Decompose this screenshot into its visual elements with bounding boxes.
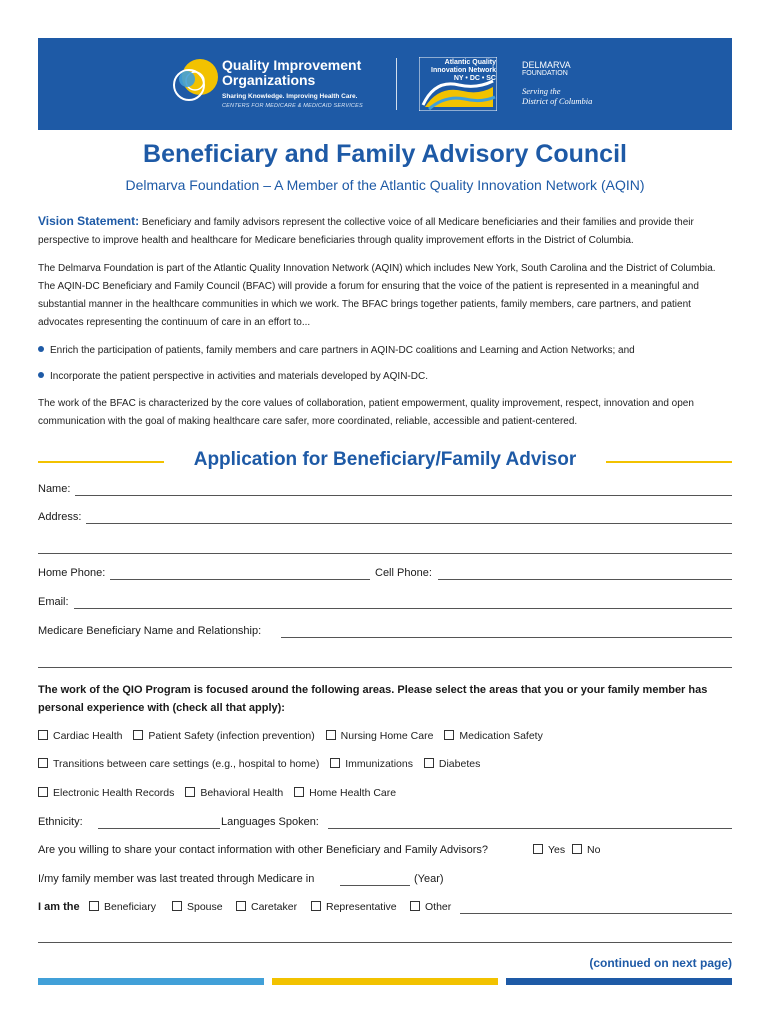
qio-title: Quality Improvement Organizations [222,57,362,88]
checkbox-option[interactable]: Diabetes [424,758,480,770]
address-label: Address: [38,511,82,523]
medicare-field[interactable] [281,637,732,638]
checkbox-option[interactable]: Nursing Home Care [326,730,434,742]
checkbox-icon[interactable] [444,730,454,740]
checkbox-option[interactable]: Behavioral Health [185,787,283,799]
i-am-row [38,901,732,917]
qio-logo-icon [172,55,222,105]
last-treated-row [38,873,732,889]
checkbox-option[interactable]: Cardiac Health [38,730,122,742]
areas-row-3 [38,787,404,799]
footer-bar-light-blue [38,978,264,985]
name-field[interactable] [75,495,732,496]
footer-bar-blue [506,978,732,985]
other-field[interactable] [460,913,732,914]
medicare-field-row [38,625,732,641]
list-item: Enrich the participation of patients, family members and care partners in AQIN-DC coalitions and Learning and Action Networks; and [38,344,635,358]
areas-question: The work of the QIO Program is focused around the following areas. Please select the areas that you or your family member has personal experience with (check all that apply): [38,684,708,714]
checkbox-option[interactable]: Medication Safety [444,730,542,742]
areas-row-2 [38,758,488,770]
checkbox-option[interactable]: Caretaker [236,901,297,913]
email-field-row [38,596,732,612]
checkbox-icon[interactable] [294,787,304,797]
checkbox-icon[interactable] [311,901,321,911]
checkbox-option[interactable]: Representative [311,901,397,913]
header-banner [38,38,732,130]
checkbox-icon[interactable] [236,901,246,911]
share-contact-row [38,844,732,860]
checkbox-icon[interactable] [572,844,582,854]
checkbox-icon[interactable] [410,901,420,911]
areas-row-1 [38,730,551,742]
email-field[interactable] [74,608,732,609]
values-paragraph: The work of the BFAC is characterized by the core values of collaboration, patient empowerment, quality improvement, respect, innovation and open communication with the goal of making healthcare care safer, more coordinated, reliable, accessible and patient-centered. [38,398,694,427]
footer-bar-yellow [272,978,498,985]
checkbox-option[interactable]: Beneficiary [89,901,156,913]
qio-cms-text: CENTERS FOR MEDICARE & MEDICAID SERVICES [222,103,363,109]
checkbox-option[interactable]: Spouse [172,901,223,913]
checkbox-option[interactable]: Transitions between care settings (e.g., hospital to home) [38,758,319,770]
heading-rule-right [606,461,732,463]
cell-phone-label: Cell Phone: [375,567,432,579]
checkbox-icon[interactable] [330,758,340,768]
intro-paragraph: The Delmarva Foundation is part of the Atlantic Quality Innovation Network (AQIN) which includes New York, South Carolina and the District of Columbia. The AQIN-DC Beneficiary and Family Council (BFAC) will provide a forum for ensuring that the voice of the patient is represented in a meaningful and substantial manner in the healthcare communities in which we work. The BFAC brings together patients, family members, care partners, and patient advocates representing the continuum of care in an effort to... [38,263,716,328]
medicare-field-line2[interactable] [38,667,732,668]
ethnicity-field[interactable] [98,828,220,829]
medicare-label: Medicare Beneficiary Name and Relationship: [38,625,262,637]
share-question: Are you willing to share your contact information with other Beneficiary and Family Advisors? [38,844,488,856]
aqin-logo-text: Atlantic Quality Innovation Network NY • DC • SC [431,59,496,82]
year-label: (Year) [414,873,444,885]
address-field-row [38,511,732,527]
checkbox-option[interactable]: Yes [533,844,565,856]
checkbox-option[interactable]: Other [410,901,451,913]
checkbox-icon[interactable] [326,730,336,740]
bullet-icon [38,372,44,378]
checkbox-icon[interactable] [38,730,48,740]
languages-field[interactable] [328,828,732,829]
vision-statement [38,212,732,250]
delmarva-name: DELMARVA [522,60,571,70]
name-label: Name: [38,483,71,495]
ethnicity-label: Ethnicity: [38,816,83,828]
checkbox-icon[interactable] [133,730,143,740]
application-heading: Application for Beneficiary/Family Advisor [193,449,577,470]
year-field[interactable] [340,885,410,886]
list-item: Incorporate the patient perspective in activities and materials developed by AQIN-DC. [38,370,428,384]
vision-label: Vision Statement: [38,214,140,228]
i-am-label: I am the [38,901,80,913]
checkbox-option[interactable]: Patient Safety (infection prevention) [133,730,314,742]
delmarva-serving: Serving the District of Columbia [522,86,593,106]
name-field-row [38,483,732,499]
checkbox-icon[interactable] [38,787,48,797]
checkbox-option[interactable]: Electronic Health Records [38,787,174,799]
page-title: Beneficiary and Family Advisory Council [143,140,627,168]
email-label: Email: [38,596,69,608]
phone-field-row [38,567,732,583]
checkbox-icon[interactable] [172,901,182,911]
home-phone-field[interactable] [110,579,370,580]
last-treated-label: I/my family member was last treated through Medicare in [38,873,315,885]
qio-tagline: Sharing Knowledge. Improving Health Care. [222,93,358,100]
checkbox-icon[interactable] [533,844,543,854]
languages-label: Languages Spoken: [221,816,319,828]
checkbox-icon[interactable] [424,758,434,768]
vision-text: Beneficiary and family advisors represent the collective voice of all Medicare beneficiaries and their families and provide their perspective to improve health and healthcare for Medicare beneficiaries through quality improvement efforts in the District of Columbia. [38,217,694,246]
checkbox-option[interactable]: Home Health Care [294,787,396,799]
application-heading-row [38,449,732,473]
banner-divider [396,58,397,110]
checkbox-option[interactable]: Immunizations [330,758,413,770]
address-field[interactable] [86,523,732,524]
checkbox-icon[interactable] [185,787,195,797]
address-field-line2[interactable] [38,553,732,554]
checkbox-option[interactable]: No [572,844,600,856]
other-field-line2[interactable] [38,942,732,943]
ethnicity-row [38,816,732,832]
bullet-icon [38,346,44,352]
checkbox-icon[interactable] [38,758,48,768]
delmarva-foundation: FOUNDATION [522,70,568,77]
home-phone-label: Home Phone: [38,567,106,579]
continued-note: (continued on next page) [589,956,732,970]
cell-phone-field[interactable] [438,579,732,580]
page-subtitle: Delmarva Foundation – A Member of the Atlantic Quality Innovation Network (AQIN) [125,177,645,193]
checkbox-icon[interactable] [89,901,99,911]
